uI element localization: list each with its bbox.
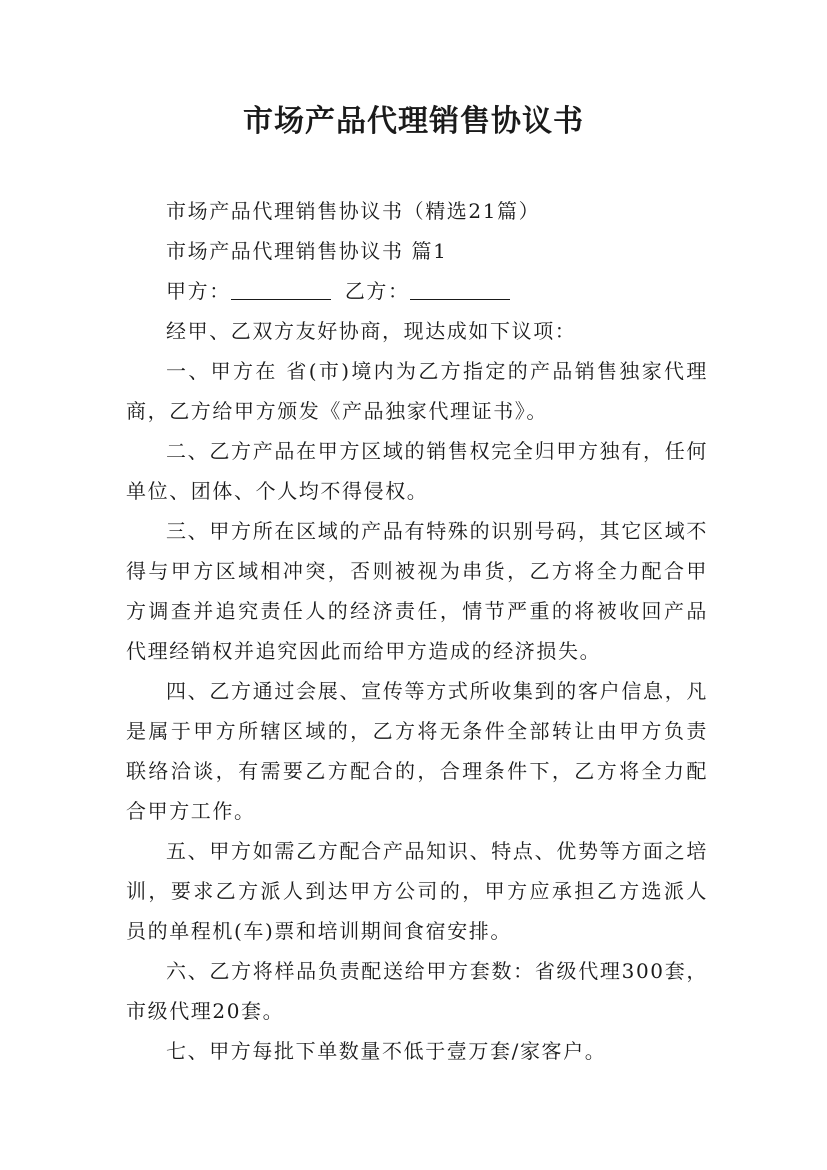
clause-paragraph: 七、甲方每批下单数量不低于壹万套/家客户。 <box>166 1039 607 1063</box>
clause-paragraph: 六、乙方将样品负责配送给甲方套数：省级代理300套，市级代理20套。 <box>126 959 708 1023</box>
intro-paragraph: 经甲、乙双方友好协商，现达成如下议项： <box>166 319 577 343</box>
clause-paragraph: 一、甲方在 省(市)境内为乙方指定的产品销售独家代理商，乙方给甲方颁发《产品独家代理证书》。 <box>126 359 708 423</box>
subtitle-line: 市场产品代理销售协议书（精选21篇） <box>166 199 541 223</box>
document-body <box>126 191 708 1071</box>
parties-line <box>126 271 708 311</box>
clause-paragraph: 四、乙方通过会展、宣传等方式所收集到的客户信息，凡是属于甲方所辖区域的，乙方将无条件全部转让由甲方负责联络洽谈，有需要乙方配合的，合理条件下，乙方将全力配合甲方工作。 <box>126 679 708 823</box>
party-a-blank <box>231 277 331 300</box>
party-b-label: 乙方： <box>344 279 410 303</box>
document-title: 市场产品代理销售协议书 <box>243 104 584 139</box>
chapter-heading: 市场产品代理销售协议书 篇1 <box>166 239 448 263</box>
clause-paragraph: 二、乙方产品在甲方区域的销售权完全归甲方独有，任何单位、团体、个人均不得侵权。 <box>126 439 708 503</box>
clause-paragraph: 五、甲方如需乙方配合产品知识、特点、优势等方面之培训，要求乙方派人到达甲方公司的，甲方应承担乙方选派人员的单程机(车)票和培训期间食宿安排。 <box>126 839 708 943</box>
party-b-blank <box>410 277 510 300</box>
party-a-label: 甲方： <box>166 279 231 303</box>
clause-paragraph: 三、甲方所在区域的产品有特殊的识别号码，其它区域不得与甲方区域相冲突，否则被视为串货，乙方将全力配合甲方调查并追究责任人的经济责任，情节严重的将被收回产品代理经销权并追究因此而给甲方造成的经济损失。 <box>126 519 708 663</box>
